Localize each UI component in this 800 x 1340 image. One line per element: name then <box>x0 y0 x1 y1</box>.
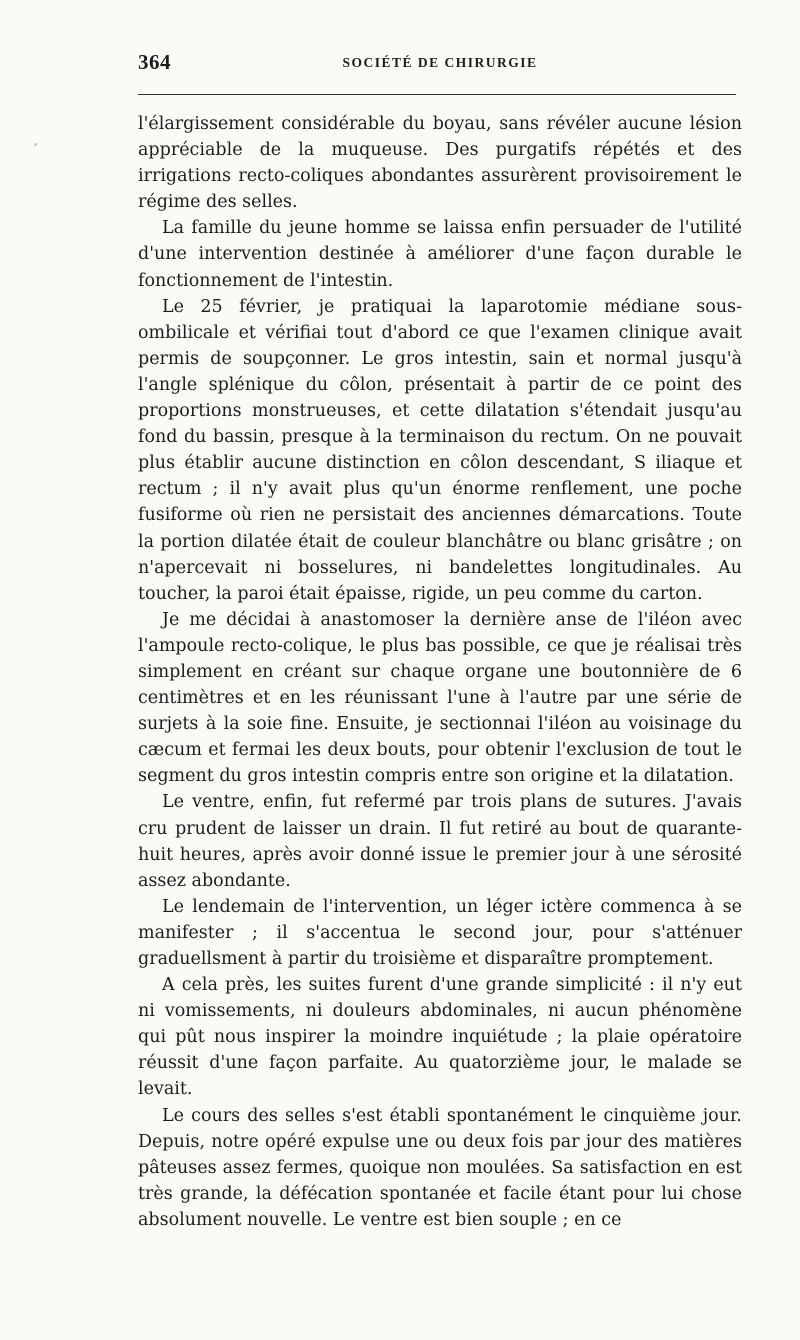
paragraph-recovery: A cela près, les suites furent d'une grande simplicité : il n'y eut ni vomissements, ni douleurs abdominales, ni aucun phénomène qui pût nous inspirer la moindre inquiétude ; la plaie opératoire réussit d'une façon parfaite. Au quatorzième jour, le malade se levait. <box>138 975 742 1100</box>
paragraph-continuation: l'élargissement considérable du boyau, sans révéler aucune lésion appréciable de la muqueuse. Des purgatifs répétés et des irrigations recto-coliques abondantes assurèrent provisoirement le régime des selles. <box>138 114 742 213</box>
paragraph-closure: Le ventre, enfin, fut refermé par trois plans de sutures. J'avais cru prudent de laisser un drain. Il fut retiré au bout de quarante-huit heures, après avoir donné issue le premier jour à une sérosité assez abondante. <box>138 792 742 891</box>
header-rule <box>138 94 736 95</box>
paragraph-stools: Le cours des selles s'est établi spontanément le cinquième jour. Depuis, notre opéré expulse une ou deux fois par jour des matières pâteuses assez fermes, quoique non moulées. Sa satisfaction en est très grande, la défécation spontanée et facile étant pour lui chose absolument nouvelle. Le ventre est bien souple ; en ce <box>138 1105 742 1230</box>
paragraph-laparotomy: Le 25 février, je pratiquai la laparotomie médiane sous-ombilicale et vérifiai tout d'abord ce que l'examen clinique avait permis de soupçonner. Le gros intestin, sain et normal jusqu'à l'angle splénique du côlon, présentait à partir de ce point des proportions monstrueuses, et cette dilatation s'étendait jusqu'au fond du bassin, presque à la terminaison du rectum. On ne pouvait plus établir aucune distinction en côlon descendant, S iliaque et rectum ; il n'y avait plus qu'un énorme renflement, une poche fusiforme où rien ne persistait des anciennes démarcations. Toute la portion dilatée était de couleur blanchâtre ou blanc grisâtre ; on n'apercevait ni bosselures, ni bandelettes longitudinales. Au toucher, la paroi était épaisse, rigide, un peu comme du carton. <box>138 296 742 604</box>
page-header <box>138 50 742 82</box>
page-number: 364 <box>138 50 171 74</box>
paragraph-family-consent: La famille du jeune homme se laissa enfin persuader de l'utilité d'une intervention destinée à améliorer d'une façon durable le fonctionnement de l'intestin. <box>138 218 742 291</box>
paper-speck <box>34 143 37 146</box>
running-title: SOCIÉTÉ DE CHIRURGIE <box>342 55 538 70</box>
paragraph-anastomosis: Je me décidai à anastomoser la dernière anse de l'iléon avec l'ampoule recto-colique, le plus bas possible, ce que je réalisai très simplement en créant sur chaque organe une boutonnière de 6 centimètres et en les réunissant l'une à l'autre par une série de surjets à la soie fine. Ensuite, je sectionnai l'iléon au voisinage du cæcum et fermai les deux bouts, pour obtenir l'exclusion de tout le segment du gros intestin compris entre son origine et la dilatation. <box>138 609 742 787</box>
body-text <box>138 111 742 1233</box>
paragraph-icterus: Le lendemain de l'intervention, un léger ictère commenca à se manifester ; il s'accentua le second jour, pour s'atténuer graduellsment à partir du troisième et disparaître promptement. <box>138 896 742 969</box>
